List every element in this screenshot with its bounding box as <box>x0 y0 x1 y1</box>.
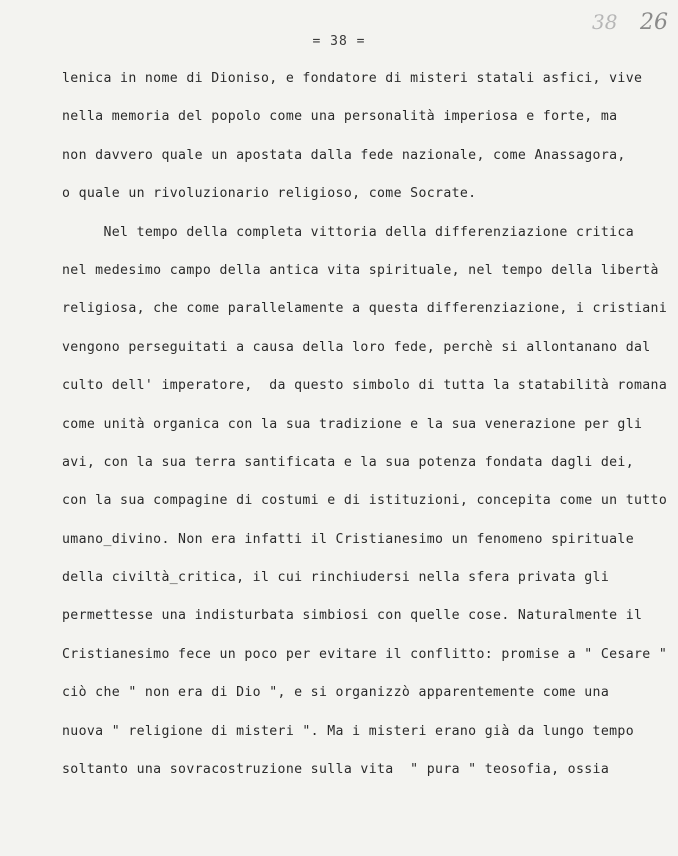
text-line: nel medesimo campo della antica vita spirituale, nel tempo della libertà <box>62 262 659 278</box>
text-line: permettesse una indisturbata simbiosi con quelle cose. Naturalmente il <box>62 608 643 624</box>
text-line: culto dell' imperatore, da questo simbolo di tutta la statabilità romana <box>62 378 668 394</box>
text-line: vengono perseguitati a causa della loro fede, perchè si allontanano dal <box>62 339 651 355</box>
text-line: o quale un rivoluzionario religioso, come Socrate. <box>62 186 477 202</box>
text-line: Cristianesimo fece un poco per evitare il conflitto: promise a " Cesare " <box>62 646 668 662</box>
text-line: Nel tempo della completa vittoria della differenziazione critica <box>62 224 634 240</box>
page-number: = 38 = <box>312 34 366 49</box>
text-line: come unità organica con la sua tradizione e la sua venerazione per gli <box>62 416 643 432</box>
text-line: lenica in nome di Dioniso, e fondatore di misteri statali asfici, vive <box>62 71 643 86</box>
text-line: soltanto una sovracostruzione sulla vita " pura " teosofia, ossia <box>62 762 610 778</box>
text-line: con la sua compagine di costumi e di istituzioni, concepita come un tutto <box>62 493 668 509</box>
text-line: nuova " religione di misteri ". Ma i misteri erano già da lungo tempo <box>62 723 634 739</box>
typewritten-body <box>62 68 668 797</box>
handwritten-folio-number: 26 <box>640 10 668 35</box>
text-line: ciò che " non era di Dio ", e si organizzò apparentemente come una <box>62 685 610 701</box>
handwritten-folio-number: 38 <box>592 10 618 34</box>
text-line: nella memoria del popolo come una personalità imperiosa e forte, ma <box>62 109 618 125</box>
text-line: della civiltà_critica, il cui rinchiudersi nella sfera privata gli <box>62 570 610 586</box>
text-line: avi, con la sua terra santificata e la sua potenza fondata dagli dei, <box>62 454 634 470</box>
text-line: non davvero quale un apostata dalla fede nazionale, come Anassagora, <box>62 147 626 163</box>
text-line: religiosa, che come parallelamente a questa differenziazione, i cristiani <box>62 301 668 317</box>
text-line: umano_divino. Non era infatti il Cristianesimo un fenomeno spirituale <box>62 531 634 547</box>
